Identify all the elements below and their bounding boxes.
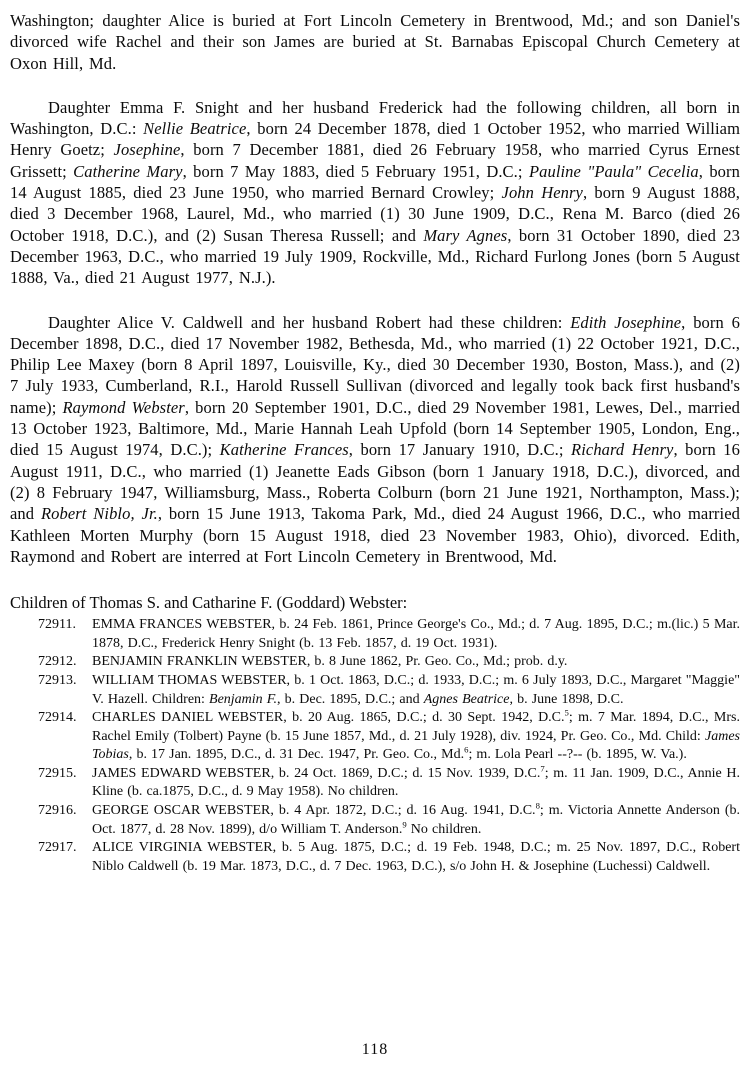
children-list-heading: Children of Thomas S. and Catharine F. (Goddard) Webster: xyxy=(10,593,408,613)
genealogy-entry-72912 xyxy=(10,653,740,672)
paragraph-alice-caldwell-children: Daughter Alice V. Caldwell and her husband Robert had these children: Edith Josephine, born 6 December 1898, D.C., died 17 November 1982, Bethesda, Md., who married (1) 22 October 1921, D.C., Philip Lee Maxey (born 8 April 1897, Louisville, Ky., died 30 December 1930, Boston, Mass.), and (2) 7 July 1933, Cumberland, R.I., Harold Russell Sullivan (divorced and legally took back first husband's name); Raymond Webster, born 20 September 1901, D.C., died 29 November 1981, Lewes, Del., married 13 October 1923, Baltimore, Md., Marie Hannah Leah Upfold (born 14 September 1905, London, Eng., died 15 August 1974, D.C.); Katherine Frances, born 17 January 1910, D.C.; Richard Henry, born 16 August 1911, D.C., who married (1) Jeanette Eads Gibson (born 1 January 1918, D.C.), divorced, and (2) 8 February 1947, Williamsburg, Mass., Roberta Colburn (born 21 June 1921, Northampton, Mass.); and Robert Niblo, Jr., born 15 June 1913, Takoma Park, Md., died 24 August 1966, D.C., who married Kathleen Morten Murphy (born 15 August 1918, died 23 November 1983, Ohio), divorced. Edith, Raymond and Robert are interred at Fort Lincoln Cemetery in Brentwood, Md. xyxy=(10,312,740,566)
entry-text: EMMA FRANCES WEBSTER, b. 24 Feb. 1861, Prince George's Co., Md.; d. 7 Aug. 1895, D.C.; m.(lic.) 5 Mar. 1878, D.C., Frederick Henry Snight (b. 13 Feb. 1857, d. 19 Oct. 1931). xyxy=(92,617,740,651)
genealogy-entry-72917 xyxy=(10,839,740,876)
entry-number: 72912. xyxy=(38,654,77,670)
genealogy-entry-72913 xyxy=(10,672,740,709)
genealogy-entry-72916 xyxy=(10,802,740,839)
entry-text: WILLIAM THOMAS WEBSTER, b. 1 Oct. 1863, D.C.; d. 1933, D.C.; m. 6 July 1893, D.C., Margaret "Maggie" V. Hazell. Children: Benjamin F., b. Dec. 1895, D.C.; and Agnes Beatrice, b. June 1898, D.C. xyxy=(92,672,740,707)
entry-text: JAMES EDWARD WEBSTER, b. 24 Oct. 1869, D.C.; d. 15 Nov. 1939, D.C.$^7$; m. 11 Jan. 1909, D.C., Annie H. Kline (b. ca.1875, D.C., d. 9 May 1958). No children. xyxy=(92,763,740,800)
paragraph-emma-snight-children: Daughter Emma F. Snight and her husband Frederick had the following children, all born in Washington, D.C.: Nellie Beatrice, born 24 December 1878, died 1 October 1952, who married William Henry Goetz; Josephine, born 7 December 1881, died 26 February 1958, who married Cyrus Ernest Grissett; Catherine Mary, born 7 May 1883, died 5 February 1951, D.C.; Pauline "Paula" Cecelia, born 14 August 1885, died 23 June 1950, who married Bernard Crowley; John Henry, born 9 August 1888, died 3 December 1968, Laurel, Md., who married (1) 30 June 1909, D.C., Rena M. Barco (died 26 October 1918, D.C.), and (2) Susan Theresa Russell; and Mary Agnes, born 31 October 1890, died 23 December 1963, D.C., who married 19 July 1909, Rockville, Md., Richard Furlong Jones (born 5 August 1888, Va., died 21 August 1977, N.J.). xyxy=(10,97,741,288)
entry-text: CHARLES DANIEL WEBSTER, b. 20 Aug. 1865, D.C.; d. 30 Sept. 1942, D.C.$^5$; m. 7 Mar. 1894, D.C., Mrs. Rachel Emily (Tolbert) Payne (b. 15 June 1857, Md., d. 21 July 1928), div. 1924, Pr. Geo. Co., Md. Child: James Tobias, b. 17 Jan. 1895, D.C., d. 31 Dec. 1947, Pr. Geo. Co., Md.$^6$; m. Lola Pearl --?-- (b. 1895, W. Va.). xyxy=(92,707,740,763)
entry-number: 72917. xyxy=(38,840,77,856)
genealogy-entry-72911 xyxy=(10,616,740,653)
page-number: 118 xyxy=(361,1041,389,1058)
paragraph-burial-continuation: Washington; daughter Alice is buried at Fort Lincoln Cemetery in Brentwood, Md.; and son Daniel's divorced wife Rachel and their son James are buried at St. Barnabas Episcopal Church Cemetery at Oxon Hill, Md. xyxy=(10,11,740,73)
entry-number: 72913. xyxy=(38,672,77,688)
entry-number: 72911. xyxy=(38,617,76,633)
entry-number: 72915. xyxy=(38,765,77,781)
entry-text: ALICE VIRGINIA WEBSTER, b. 5 Aug. 1875, D.C.; d. 19 Feb. 1948, D.C.; m. 25 Nov. 1897, D.C., Robert Niblo Caldwell (b. 19 Mar. 1873, D.C., d. 7 Dec. 1963, D.C.), s/o John H. & Josephine (Luchessi) Caldwell. xyxy=(92,840,740,874)
entry-text: GEORGE OSCAR WEBSTER, b. 4 Apr. 1872, D.C.; d. 16 Aug. 1941, D.C.$^8$; m. Victoria Annette Anderson (b. Oct. 1877, d. 28 Nov. 1899), d/o William T. Anderson.$^9$ No children. xyxy=(92,800,740,837)
entry-number: 72916. xyxy=(38,803,77,819)
entry-number: 72914. xyxy=(38,710,77,726)
entry-text: BENJAMIN FRANKLIN WEBSTER, b. 8 June 1862, Pr. Geo. Co., Md.; prob. d.y. xyxy=(92,654,568,670)
genealogy-entry-72915 xyxy=(10,765,740,802)
genealogy-entry-72914 xyxy=(10,709,740,765)
children-entries-list xyxy=(10,616,740,876)
